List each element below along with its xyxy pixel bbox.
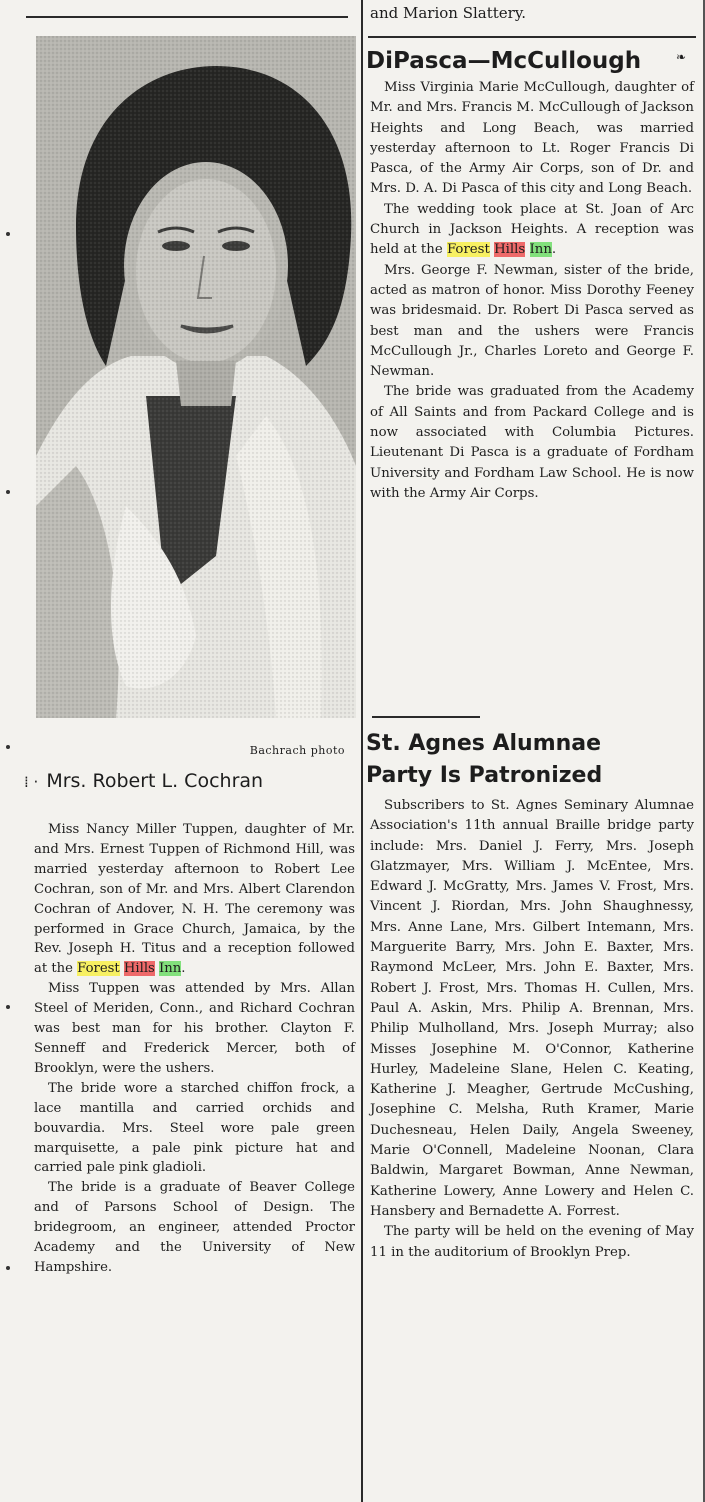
- bride-portrait-photo: [36, 36, 356, 718]
- st-agnes-article: [366, 728, 694, 1263]
- photo-credit: Bachrach photo: [249, 744, 345, 757]
- article-body: [366, 78, 694, 504]
- headline-ornament-icon: ❧: [676, 50, 687, 64]
- article-paragraph: Miss Virginia Marie McCullough, daughter of Mr. and Mrs. Francis M. McCullough of Jackson Heights and Long Beach, was married yesterday afternoon to Lt. Roger Francis Di Pasca, of the Army Air Corps, son of Dr. and Mrs. D. A. Di Pasca of this city and Long Beach.: [370, 80, 694, 197]
- article-paragraph: Miss Tuppen was attended by Mrs. Allan Steel of Meriden, Conn., and Richard Cochran was best man for his brother. Clayton F. Senneff and Frederick Mercer, both of Brooklyn, were the ushers.: [34, 981, 355, 1076]
- dipasca-article: [366, 46, 694, 504]
- article-paragraph: The bride wore a starched chiffon frock, a lace mantilla and carried orchids and bouvardia. Mrs. Steel wore pale green marquisette, a pale pink picture hat and carried pale pink gladioli.: [34, 1080, 355, 1176]
- photo-caption: [24, 770, 354, 792]
- article-body: [366, 796, 694, 1263]
- margin-speck: [6, 232, 10, 236]
- margin-speck: [6, 745, 10, 749]
- cochran-wedding-article: [34, 820, 355, 1278]
- article-paragraph: The bride was graduated from the Academy of All Saints and from Packard College and is now associated with Columbia Pictures. Lieutenant Di Pasca is a graduate of Fordham University and Fordham Law School. He is now with the Army Air Corps.: [370, 384, 694, 501]
- margin-speck: [6, 490, 10, 494]
- previous-article-tail: and Marion Slattery.: [370, 4, 527, 22]
- highlight-forest: Forest: [77, 961, 120, 977]
- article-paragraph: The party will be held on the evening of May 11 in the auditorium of Brooklyn Prep.: [370, 1224, 694, 1260]
- margin-speck: [6, 1266, 10, 1270]
- margin-speck: [6, 1005, 10, 1009]
- highlight-hills: Hills: [123, 961, 155, 977]
- article-headline-line1: St. Agnes Alumnae: [366, 731, 602, 756]
- top-rule-right: [368, 36, 696, 38]
- article-headline-line2: Party Is Patronized: [366, 763, 603, 788]
- article-paragraph: The bride is a graduate of Beaver College and of Parsons School of Design. The bridegroom, an engineer, attended Proctor Academy and the University of New Hampshire.: [34, 1180, 355, 1275]
- highlight-hills: Hills: [494, 242, 526, 258]
- top-rule-left: [26, 16, 348, 18]
- article-separator: [372, 716, 480, 718]
- article-paragraph: The wedding took place at St. Joan of Arc Church in Jackson Heights. A reception was held at the Forest Hills Inn.: [370, 201, 694, 258]
- highlight-forest: Forest: [446, 242, 490, 258]
- highlight-inn: Inn: [529, 242, 552, 258]
- article-headline: DiPasca—McCullough: [366, 48, 642, 74]
- caption-bracket-icon: ⁞ ·: [24, 773, 39, 791]
- article-paragraph: Mrs. George F. Newman, sister of the bride, acted as matron of honor. Miss Dorothy Feeney was bridesmaid. Dr. Robert Di Pasca served as best man and the ushers were Francis McCullough Jr., Charles Loreto and George F. Newman.: [370, 262, 694, 380]
- article-paragraph: Subscribers to St. Agnes Seminary Alumnae Association's 11th annual Braille bridge party include: Mrs. Daniel J. Ferry, Mrs. Joseph Glatzmayer, Mrs. William J. McEntee, Mrs. Edward J. McGratty, Mrs. James V. Frost, Mrs. Vincent J. Riordan, Mrs. John Shaughnessy, Mrs. Anne Lane, Mrs. Gilbert Intemann, Mrs. Marguerite Barry, Mrs. John E. Baxter, Mrs. Raymond McLeer, Mrs. John E. Baxter, Mrs. Robert J. Frost, Mrs. Thomas H. Cullen, Mrs. Paul A. Askin, Mrs. Philip A. Brennan, Mrs. Philip Mulholland, Mrs. Joseph Murray; also Misses Josephine M. O'Connor, Katherine Hurley, Madeleine Slane, Helen C. Keating, Katherine J. Meagher, Gertrude McCushing, Josephine C. Melsha, Ruth Kramer, Marie Duchesneau, Helen Daily, Angela Sweeney, Marie O'Connell, Madeleine Noonan, Clara Baldwin, Margaret Bowman, Anne Newman, Katherine Lowery, Anne Lowery and Helen C. Hansbery and Bernadette A. Forrest.: [370, 798, 694, 1219]
- highlight-inn: Inn: [159, 961, 182, 977]
- article-paragraph: Miss Nancy Miller Tuppen, daughter of Mr. and Mrs. Ernest Tuppen of Richmond Hill, was married yesterday afternoon to Robert Lee Cochran, son of Mr. and Mrs. Albert Clarendon Cochran of Andover, N. H. The ceremony was performed in Grace Church, Jamaica, by the Rev. Joseph H. Titus and a reception followed at the Forest Hills Inn.: [34, 822, 355, 977]
- column-divider: [361, 0, 363, 1502]
- caption-text: Mrs. Robert L. Cochran: [46, 770, 264, 792]
- portrait-image: [36, 36, 356, 718]
